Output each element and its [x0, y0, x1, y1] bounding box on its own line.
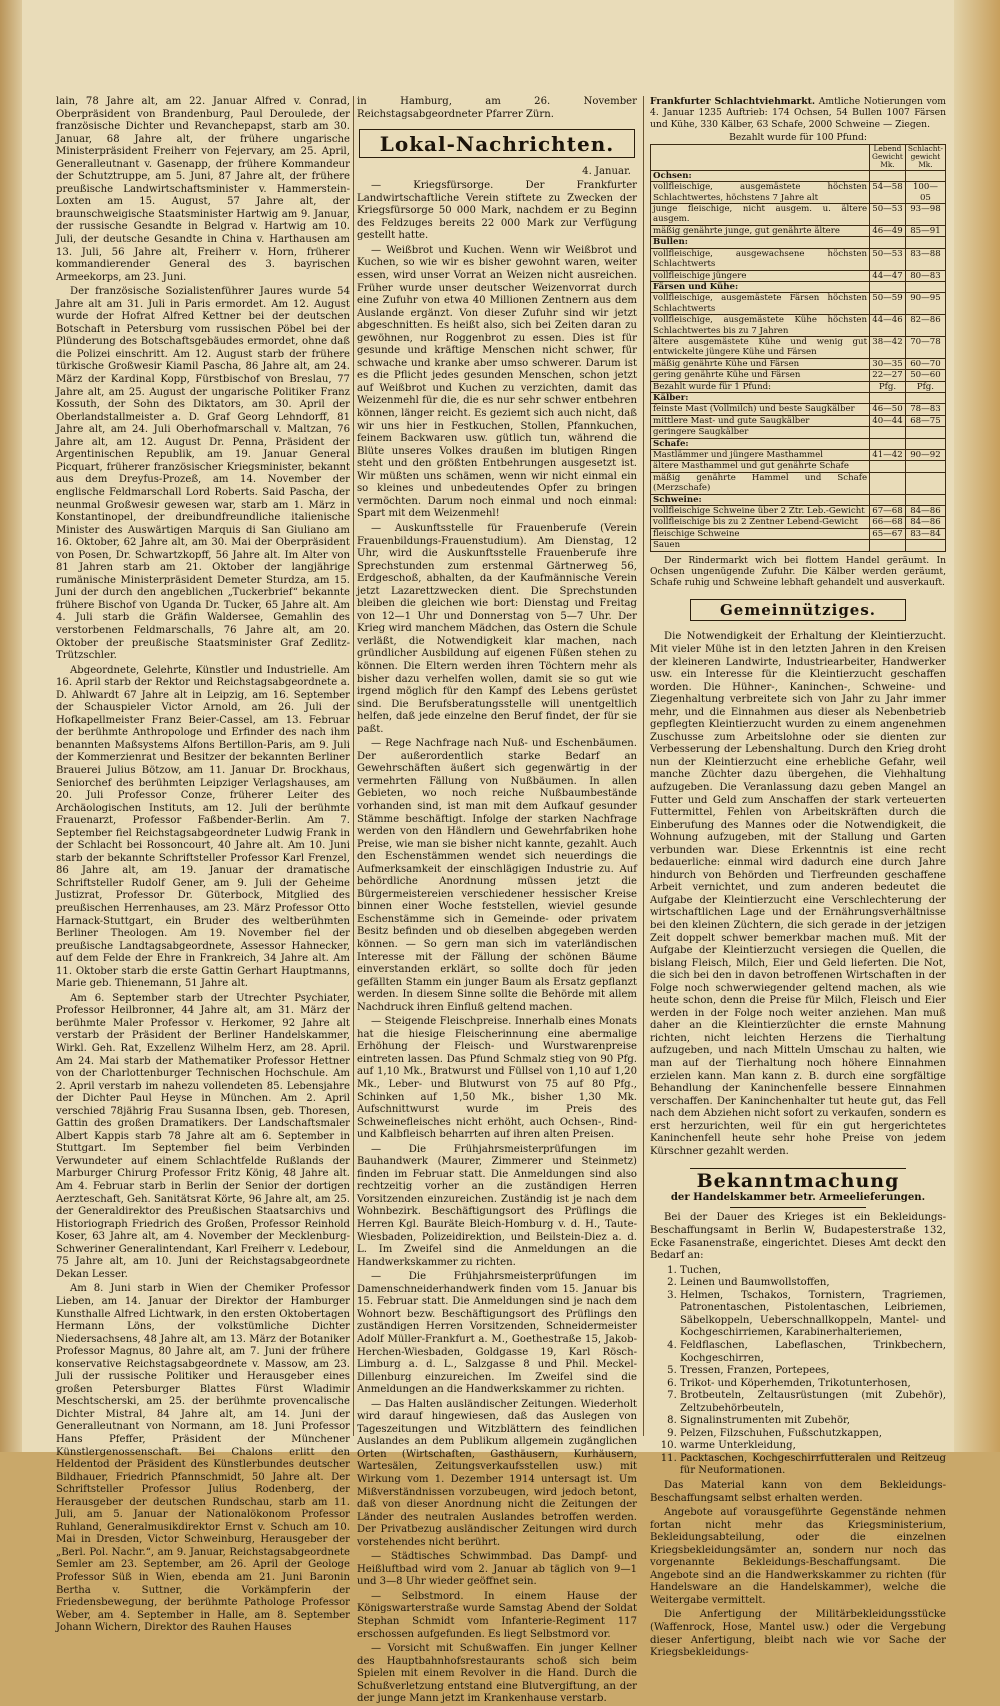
news-item: — Vorsicht mit Schußwaffen. Ein junger Kellner des Hauptbahnhofsrestaurants schoß sich beim Spielen mit einem Revolver in die Hand. Durch die Schußverletzung entstand eine Blutvergiftung, an der der junge Mann jetzt im Krankenhause verstarb.	[357, 1643, 637, 1705]
slaughter-weight-price: 93—98	[905, 204, 945, 226]
paragraph: lain, 78 Jahre alt, am 22. Januar Alfred v. Conrad, Oberpräsident von Brandenburg, Paul Deroulede, der französische Dichter und Revanchepapst, starb am 30. Januar, 68 Jahre alt, der frühere ungarische Ministerpräsident Freiherr von Fejervary, am 25. April, Generalleutnant v. Gasenapp, der frühere Kommandeur der Schutztruppe, am 5. Juni, 87 Jahre alt, der frühere preußische Landwirtschaftsminister v. Hammerstein-Loxten am 15. August, 57 Jahre alt, der braunschweigische Staatsminister Hartwig am 9. Januar, der russische Gesandte in Belgrad v. Hartwig am 10. Juli, der deutsche Gesandte in China v. Harthausen am 13. Juli, 56 Jahre alt, Freiherr v. Horn, früherer kommandierender General des 3. bayrischen Armeekorps, am 23. Juni.	[56, 96, 350, 283]
live-weight-price: 41—42	[870, 450, 906, 461]
row-label: vollfleischige bis zu 2 Zentner Lebend-Gewicht	[651, 517, 870, 528]
slaughter-weight-price: 85—91	[905, 225, 945, 236]
live-weight-price	[870, 281, 906, 292]
slaughter-weight-price: 78—83	[905, 404, 945, 415]
row-label: Bullen:	[651, 237, 870, 248]
slaughter-weight-price	[905, 438, 945, 449]
news-items	[357, 180, 637, 1706]
price-row	[651, 293, 946, 315]
price-row	[651, 225, 946, 236]
live-weight-price: Pfg.	[870, 381, 906, 392]
live-weight-price	[870, 540, 906, 551]
bek-item: 5. Tressen, Franzen, Portepees,	[680, 1365, 946, 1378]
news-item: — Selbstmord. In einem Hause der Königswarterstraße wurde Samstag Abend der Soldat Stephan Schmidt vom Infanterie-Regiment 117 erschossen aufgefunden. Es liegt Selbstmord vor.	[357, 1590, 637, 1640]
row-label: Färsen und Kühe:	[651, 281, 870, 292]
column-local-news	[357, 96, 637, 1705]
bek-item: 4. Feldflaschen, Labeflaschen, Trinkbechern, Kochgeschirren,	[680, 1340, 946, 1365]
row-label: vollfleischige, ausgemästete Kühe höchsten Schlachtwertes bis zu 7 Jahren	[651, 315, 870, 337]
price-row	[651, 358, 946, 369]
bek-intro: Bei der Dauer des Krieges ist ein Bekleidungs-Beschaffungsamt in Berlin W, Budapesterstraße 132, Ecke Fasanenstraße, eingerichtet. Dieses Amt deckt den Bedarf an:	[650, 1212, 946, 1262]
row-label: Ochsen:	[651, 170, 870, 181]
price-row	[651, 472, 946, 494]
live-weight-price: 50—53	[870, 248, 906, 270]
local-news-heading-box	[359, 129, 635, 158]
live-weight-price: 40—44	[870, 415, 906, 426]
live-weight-price	[870, 494, 906, 505]
slaughter-weight-price: 83—88	[905, 248, 945, 270]
slaughter-weight-price: Pfg.	[905, 381, 945, 392]
slaughter-weight-price	[905, 472, 945, 494]
news-item: — Kriegsfürsorge. Der Frankfurter Landwirtschaftliche Verein stiftete zu Zwecken der Kriegsfürsorge 50 000 Mark, nachdem er zu Beginn des Feldzuges bereits 22 000 Mark zur Verfügung gestellt hatte.	[357, 180, 637, 242]
row-label: mittlere Mast- und gute Saugkälber	[651, 415, 870, 426]
bek-item: 10. warme Unterkleidung,	[680, 1440, 946, 1453]
live-weight-price: 44—46	[870, 315, 906, 337]
live-weight-price: 38—42	[870, 336, 906, 358]
gem-heading-box	[690, 599, 906, 622]
live-weight-price	[870, 461, 906, 472]
price-row	[651, 528, 946, 539]
slaughter-weight-price: 100—05	[905, 182, 945, 204]
bek-item: 3. Helmen, Tschakos, Tornistern, Tragriemen, Patronentaschen, Pistolentaschen, Leibriemen, Säbelkoppeln, Ueberschnallkoppeln, Mantel- und Kochgeschirriemen, Karabinerhalteriemen,	[680, 1290, 946, 1340]
live-weight-price: 67—68	[870, 506, 906, 517]
row-label: Schweine:	[651, 494, 870, 505]
bek-item: 2. Leinen und Baumwollstoffen,	[680, 1277, 946, 1290]
bek-item: 6. Trikot- und Köperhemden, Trikotunterhosen,	[680, 1378, 946, 1391]
row-label: Schafe:	[651, 438, 870, 449]
live-weight-price: 50—53	[870, 204, 906, 226]
slaughter-weight-price	[905, 427, 945, 438]
price-row	[651, 381, 946, 392]
price-row	[651, 315, 946, 337]
paragraph: Der französische Sozialistenführer Jaures wurde 54 Jahre alt am 31. Juli in Paris ermordet. Am 12. August wurde der Hofrat Alfred Kettner bei der deutschen Botschaft in Petersburg vom russischen Pöbel bei der Plünderung des Botschaftsgebäudes ermordet, ohne daß die Polizei einschritt. Am 12. August starb der frühere türkische Großwesir Kiamil Pascha, 86 Jahre alt, am 24. März der Kardinal Kopp, Fürstbischof von Breslau, 77 Jahre alt, am 25. August der ungarische Politiker Franz Kossuth, der Sohn des Diktators, am 30. April der Oberlandstallmeister a. D. Graf Georg Lehndorff, 81 Jahre alt, am 24. Juli Oberhofmarschall v. Maltzan, 76 Jahre alt, am 12. August Dr. Penna, Präsident der Argentinischen Republik, am 19. Januar General Picquart, früherer französischer Kriegsminister, bekannt aus dem Dreyfus-Prozeß, am 14. November der englische Feldmarschall Lord Roberts. Said Pascha, der neunmal Großwesir gewesen war, starb am 1. März in Konstantinopel, der dreibundfreundliche italienische Minister des Auswärtigen Marquis di San Giuliano am 16. Oktober, 62 Jahre alt, am 30. Mai der Oberpräsident von Posen, Dr. Schwartzkopff, 56 Jahre alt. Im Alter von 81 Jahren starb am 21. Oktober der langjährige rumänische Ministerpräsident Demeter Sturdza, am 15. Juni der durch den angeblichen „Tuckerbrief“ bekannte frühere Bischof von Uganda Dr. Tucker, 65 Jahre alt. Am 4. Juli starb die Gräfin Waldersee, Gemahlin des verstorbenen Feldmarschalls, 76 Jahre alt, am 20. Oktober der preußische Staatsminister Graf Zedlitz-Trützschler.	[56, 286, 350, 662]
news-item: — Steigende Fleischpreise. Innerhalb eines Monats hat die hiesige Fleischerinnung eine abermalige Erhöhung der Fleisch- und Wurstwarenpreise eintreten lassen. Das Pfund Schmalz stieg von 90 Pfg. auf 1,10 Mk., Bratwurst und Füllsel von 1,10 auf 1,20 Mk., Leber- und Blutwurst von 75 auf 80 Pfg., Schinken auf 1,50 Mk., bisher 1,30 Mk. Aufschnittwurst wurde im Preis des Schweinefleisches nicht erhöht, auch Ochsen-, Rind- und Kalbfleisch beharrten auf ihren alten Preisen.	[357, 1016, 637, 1141]
category-row	[651, 438, 946, 449]
row-label: junge fleischige, nicht ausgem. u. ältere ausgem.	[651, 204, 870, 226]
live-weight-price: 46—50	[870, 404, 906, 415]
price-row	[651, 270, 946, 281]
bek-item-list	[650, 1265, 946, 1478]
news-item: — Das Halten ausländischer Zeitungen. Wiederholt wird darauf hingewiesen, daß das Auslegen von Tageszeitungen und Witzblättern des feindlichen Auslandes an dem Publikum allgemein zugänglichen Orten (Wirtschaften, Gasthäusern, Kurhäusern, Wartesälen, Zeitungsverkaufsstellen usw.) mit Wirkung vom 1. Dezember 1914 untersagt ist. Um Mißverständnissen vorzubeugen, wird jedoch betont, daß von dieser Anordnung nicht die Zeitungen der Länder des neutralen Auslandes betroffen werden. Der Privatbezug ausländischer Zeitungen wird durch vorstehendes nicht berührt.	[357, 1398, 637, 1548]
row-label: vollfleischige, ausgemästete höchsten Schlachtwertes, höchstens 7 Jahre alt	[651, 182, 870, 204]
price-row	[651, 517, 946, 528]
header-cell	[651, 144, 870, 170]
bek-paragraph: Angebote auf vorausgeführte Gegenstände nehmen fortan nicht mehr das Kriegsministerium, Bekleidungsabteilung, oder die einzelnen Kriegsbekleidungsämter an, sondern nur noch das vorgenannte Bekleidungs-Beschaffungsamt. Die Angebote sind an die Handwerkskammer zu richten (für Handelsware an die Handelskammer), welche die Weitergabe vermittelt.	[650, 1507, 946, 1606]
slaughter-weight-price: 90—95	[905, 293, 945, 315]
news-item: — Die Frühjahrsmeisterprüfungen im Damenschneiderhandwerk finden vom 15. Januar bis 15. Februar statt. Die Anmeldungen sind je nach dem Wohnort bezw. Beschäftigungsort des Prüflings den zuständigen Herren Vorsitzenden, Schneidermeister Adolf Müller-Frankfurt a. M., Goethestraße 15, Jakob-Herchen-Wiesbaden, Goldgasse 19, Karl Rösch-Limburg a. d. L., Salzgasse 8 und Phil. Meckel-Dillenburg einzureichen. Im Zweifel sind die Anmeldungen an die Handwerkskammer zu richten.	[357, 1271, 637, 1396]
news-item: — Die Frühjahrsmeisterprüfungen im Bauhandwerk (Maurer, Zimmerer und Steinmetz) finden im Februar statt. Die Anmeldungen sind also rechtzeitig vorher an die zuständigen Herren Vorsitzenden einzureichen. Zuständig ist je nach dem Wohnbezirk. Beschäftigungsort des Prüflings die Herren Kgl. Bauräte Bleich-Homburg v. d. H., Taute-Wiesbaden, Polizeidirektion, und Beilstein-Diez a. d. L. Im Zweifel sind die Anmeldungen an die Handwerkskammer zu richten.	[357, 1143, 637, 1268]
slaughter-weight-price: 80—83	[905, 270, 945, 281]
divider-line	[730, 1207, 866, 1208]
price-row	[651, 427, 946, 438]
price-row	[651, 506, 946, 517]
slaughter-weight-price	[905, 461, 945, 472]
live-weight-price	[870, 392, 906, 403]
row-label: vollfleischige Schweine über 2 Ztr. Leb.-Gewicht	[651, 506, 870, 517]
price-row	[651, 540, 946, 551]
price-row	[651, 461, 946, 472]
live-weight-price: 46—49	[870, 225, 906, 236]
row-label: vollfleischige jüngere	[651, 270, 870, 281]
row-label: geringere Saugkälber	[651, 427, 870, 438]
slaughter-weight-price: 50—60	[905, 370, 945, 381]
price-table	[650, 144, 946, 552]
row-label: mäßig genährte junge, gut genährte ältere	[651, 225, 870, 236]
slaughter-weight-price	[905, 237, 945, 248]
live-weight-price: 66—68	[870, 517, 906, 528]
row-label: vollfleischige, ausgemästete Färsen höchsten Schlachtwerts	[651, 293, 870, 315]
price-row	[651, 370, 946, 381]
row-label: Bezahlt wurde für 1 Pfund:	[651, 381, 870, 392]
news-item: — Auskunftsstelle für Frauenberufe (Verein Frauenbildungs-Frauenstudium). Am Dienstag, 12 Uhr, wird die Auskunftsstelle Frauenberufe ihre Sprechstunden zum erstenmal Gärtnerweg 56, Erdgeschoß, abhalten, da der Kaufmännische Verein jetzt Lazarettzwecken dient. Die Sprechstunden bleiben die gleichen wie bort: Dienstag und Freitag von 12—1 Uhr und Donnerstag von 5—7 Uhr. Der Krieg wird manchem Mädchen, das Ostern die Schule verläßt, die Notwendigkeit klar machen, nach gründlicher Ausbildung auf eigenen Füßen stehen zu können. Die Eltern werden ihren Töchtern mehr als bisher dazu verhelfen wollen, damit sie so gut wie irgend möglich für den Kampf des Lebens gerüstet sind. Die Berufsberatungsstelle will unentgeltlich helfen, daß jede einzelne den Beruf findet, der für sie paßt.	[357, 522, 637, 735]
price-row	[651, 415, 946, 426]
column-divider	[353, 96, 354, 1436]
date-line: 4. Januar.	[582, 165, 631, 177]
column-obituaries	[56, 96, 350, 1634]
live-weight-price	[870, 427, 906, 438]
category-row	[651, 237, 946, 248]
paragraph: Am 6. September starb der Utrechter Psychiater, Professor Heilbronner, 44 Jahre alt, am 31. März der berühmte Maler Professor v. Herkomer, 92 Jahre alt verstarb der Präsident der Berliner Handelskammer, Wirkl. Geh. Rat, Exzellenz Wilhelm Herz, am 28. April. Am 24. Mai starb der Mathematiker Professor Hettner von der Charlottenburger Technischen Hochschule. Am 2. April verstarb im nahezu vollendeten 85. Lebensjahre der Dichter Paul Heyse in München. Am 2. April verschied 78jährig Frau Susanna Ibsen, geb. Thoresen, Gattin des großen Dramatikers. Der Landschaftsmaler Albert Kappis starb 78 Jahre alt am 6. September in Stuttgart. Im September fiel beim Verbinden Verwundeter auf einem Schlachtfelde Rußlands der Marburger Chirurg Professor Fritz König, 48 Jahre alt. Am 4. Februar starb in Berlin der Senior der dortigen Aerzteschaft, Geh. Sanitätsrat Körte, 96 Jahre alt, am 25. der Generaldirektor des Preußischen Staatsarchivs und Historiograph Friedrich des Großen, Professor Reinhold Koser, 63 Jahre alt, am 4. November der Mecklenburg-Schweriner Generalintendant, Karl Freiherr v. Ledebour, 75 Jahre alt, am 10. Juni der Reichstagsabgeordnete Dekan Lesser.	[56, 992, 350, 1280]
price-row	[651, 182, 946, 204]
header-slaughter-weight: Schlacht- gewicht Mk.	[905, 144, 945, 170]
news-item: — Rege Nachfrage nach Nuß- und Eschenbäumen. Der außerordentlich starke Bedarf an Gewehrschäften äußert sich gegenwärtig in der vermehrten Fällung von Nußbäumen. In allen Gebieten, wo noch reiche Nußbaumbestände vorhanden sind, ist man mit dem Aufkauf gesunder Stämme beschäftigt. Infolge der starken Nachfrage werden von den Händlern und Gewehrfabriken hohe Preise, wie man sie bisher nicht kannte, gezahlt. Auch den Eschenstämmen wendet sich neuerdings die Aufmerksamkeit der einschlägigen Industrie zu. Auf behördliche Anordnung müssen jetzt die Bürgermeistereien verschiedener hessischer Kreise binnen einer Woche feststellen, wieviel gesunde Eschenstämme sich in Gemeinde- oder privatem Besitz befinden und ob dieselben abgegeben werden können. — So gern man sich im vaterländischen Interesse mit der Fällung der schönen Bäume einverstanden erklärt, so sollte doch für jeden gefällten Stamm ein junger Baum als Ersatz gepflanzt werden. In diesem Sinne sollte die Behörde mit allem Nachdruck ihren Einfluß geltend machen.	[357, 738, 637, 1013]
row-label: Mastlämmer und jüngere Masthammel	[651, 450, 870, 461]
live-weight-price: 22—27	[870, 370, 906, 381]
price-row	[651, 404, 946, 415]
row-label: feinste Mast (Vollmilch) und beste Saugkälber	[651, 404, 870, 415]
price-row	[651, 248, 946, 270]
bek-subtitle: der Handelskammer betr. Armeelieferungen.	[670, 1191, 926, 1203]
slaughter-weight-price: 70—78	[905, 336, 945, 358]
price-row	[651, 336, 946, 358]
bek-item: 8. Signalinstrumenten mit Zubehör,	[680, 1415, 946, 1428]
live-weight-price: 44—47	[870, 270, 906, 281]
live-weight-price	[870, 237, 906, 248]
row-label: gering genährte Kühe und Färsen	[651, 370, 870, 381]
bek-item: 1. Tuchen,	[680, 1265, 946, 1278]
live-weight-price: 30—35	[870, 358, 906, 369]
slaughter-weight-price	[905, 494, 945, 505]
price-row	[651, 450, 946, 461]
news-item: — Städtisches Schwimmbad. Das Dampf- und Heißluftbad wird vom 2. Januar ab täglich von 9—1 und 3—8 Uhr wieder geöffnet sein.	[357, 1551, 637, 1588]
live-weight-price	[870, 438, 906, 449]
gem-title: Gemeinnütziges.	[719, 600, 877, 619]
row-label: Kälber:	[651, 392, 870, 403]
live-weight-price	[870, 170, 906, 181]
category-row	[651, 170, 946, 181]
news-item: — Weißbrot und Kuchen. Wenn wir Weißbrot und Kuchen, so wie wir es bisher gewohnt waren, weiter essen, wird unser Vorrat an Weizen nicht ausreichen. Früher wurde unser deutscher Weizenvorrat durch eine Zufuhr von etwa 40 Millionen Zentnern aus dem Auslande ergänzt. Von dieser Zufuhr sind wir jetzt abgeschnitten. Es heißt also, sich bei Zeiten daran zu gewöhnen, nur Roggenbrot zu essen. Dies ist für gesunde und kräftige Menschen nicht schwer, für schwache und kranke aber umso schwerer. Darum ist es die Pflicht jedes gesunden Menschen, schon jetzt auf Weißbrot und Kuchen zu verzichten, damit das Weizenmehl für die, die es nur sehr schwer entbehren können, länger reicht. Es geziemt sich auch nicht, daß wir uns hier in Festkuchen, Stollen, Pfannkuchen, feinem Backwaren usw. gütlich tun, während die Blüte unseres Volkes draußen im blutigen Ringen steht und den größten Entbehrungen ausgesetzt ist. Wir müßten uns schämen, wenn wir nicht einmal ein so kleines und unbedeutendes Opfer zu bringen vermöchten. Darum noch einmal und noch einmal: Spart mit dem Weizenmehl!	[357, 244, 637, 520]
section-title: Lokal-Nachrichten.	[379, 132, 615, 157]
slaughter-weight-price	[905, 392, 945, 403]
price-row	[651, 204, 946, 226]
slaughter-weight-price	[905, 281, 945, 292]
paragraph: Abgeordnete, Gelehrte, Künstler und Industrielle. Am 16. April starb der Rektor und Reichstagsabgeordnete a. D. Ahlwardt 67 Jahre alt in Leipzig, am 16. September der Schauspieler Victor Arnold, am 26. Juli der Hofkapellmeister Franz Beier-Cassel, am 13. Februar der berühmte Anthropologe und Erfinder des nach ihm benannten Maßsystems Alfons Bertillon-Paris, am 9. Juli der Kommerzienrat und Besitzer der bekannten Berliner Brauerei Julius Bötzow, am 11. Januar Dr. Brockhaus, Seniorchef des berühmten Leipziger Verlagshauses, am 20. Juli Professor Conze, früherer Leiter des Archäologischen Instituts, am 12. Juli der berühmte Frauenarzt, Professor Faßbender-Berlin. Am 7. September fiel Reichstagsabgeordneter Ludwig Frank in der Schlacht bei Rossoncourt, 40 Jahre alt. Am 10. Juni starb der bekannte Schriftsteller Professor Karl Frenzel, 86 Jahre alt, am 19. Januar der dramatische Schriftsteller Rudolf Gener, am 9. Juli der Geheime Justizrat, Professor Dr. Güterbock, Mitglied des preußischen Herrenhauses, am 23. März Professor Otto Harnack-Stuttgart, ein Bruder des weltberühmten Berliner Theologen. Am 19. November fiel der preußische Landtagsabgeordnete, Assessor Hahnecker, auf dem Felde der Ehre in Frankreich, 34 Jahre alt. Am 11. Oktober starb die erste Gattin Gerhart Hauptmanns, Marie geb. Thienemann, 51 Jahre alt.	[56, 664, 350, 990]
slaughter-weight-price	[905, 540, 945, 551]
row-label: ältere Masthammel und gut genährte Schafe	[651, 461, 870, 472]
row-label: mäßig genährte Hammel und Schafe (Merzschafe)	[651, 472, 870, 494]
row-label: fleischige Schweine	[651, 528, 870, 539]
market-intro	[650, 96, 946, 130]
column-divider	[643, 96, 644, 1436]
gem-paragraph: Die Notwendigkeit der Erhaltung der Kleintierzucht. Mit vieler Mühe ist in den letzten Jahren in den Kreisen der kleineren Landwirte, Industriearbeiter, Handwerker usw. ein Interesse für die Kleintierzucht geschaffen worden. Die Hühner-, Kaninchen-, Schweine- und Ziegenhaltung verbreitete sich von Jahr zu Jahr immer mehr, und die Einnahmen aus dieser als Nebenbetrieb gepflegten Kleintierzucht wurden zu einem angenehmen Zuschusse zum Arbeitslohne oder sie dienten zur Verbesserung der Lebenshaltung. Durch den Krieg droht nun der Kleintierzucht eine erhebliche Gefahr, weil manche Züchter dazu übergehen, die Viehhaltung aufzugeben. Die Veranlassung dazu geben Mangel an Futter und Geld zum Anschaffen der stark verteuerten Futtermittel, Fehlen von Arbeitskräften durch die Einberufung des Mannes oder die Notwendigkeit, die Wohnung aufzugeben, mit der Stallung und Garten verbunden war. Diese Erkenntnis ist eine recht bedauerliche: einmal wird dadurch eine durch Jahre hindurch von Behörden und Tierfreunden geschaffene Arbeit vernichtet, und zum anderen bedeutet die Aufgabe der Kleintierzucht eine Verschlechterung der wirtschaftlichen Lage und der Ernährungsverhältnisse bei den kleinen Züchtern, die sich gerade in der jetzigen Zeit doppelt schwer bemerkbar machen muß. Mit der Aufgabe der Kleintierzucht versiegen die Quellen, die bislang Fleisch, Milch, Eier und Geld lieferten. Die Not, die sich bei den in davon betroffenen Wirtschaften in der Folge noch schwerwiegender geltend machen, als wie heute schon, denn die Preise für Milch, Fleisch und Eier werden in der Folge noch weiter anziehen. Man muß daher an die Kleintierzüchter die ernste Mahnung richten, nicht leichten Herzens die Tierhaltung aufzugeben, und nach Mitteln Umschau zu halten, wie man auf der Tierhaltung noch höhere Einnahmen erzielen kann. Man kann z. B. durch eine sorgfältige Behandlung der Kaninchenfelle bessere Einnahmen verschaffen. Der Kaninchenhalter tut heute gut, das Fell nach dem Abziehen nicht sofort zu verkaufen, sondern es erst herzurichten, weil für ein gut hergerichtetes Kaninchenfell heute sehr hohe Preise von jedem Kürschner gezahlt werden.	[650, 631, 946, 1157]
column-market-notices	[650, 96, 946, 1659]
row-label: Sauen	[651, 540, 870, 551]
row-label: vollfleischige, ausgewachsene höchsten Schlachtwerts	[651, 248, 870, 270]
slaughter-weight-price: 82—86	[905, 315, 945, 337]
intro-line: in Hamburg, am 26. November Reichstagsabgeordneter Pfarrer Zürn.	[357, 96, 637, 120]
slaughter-weight-price: 60—70	[905, 358, 945, 369]
market-text: Amtliche Notierungen vom 4. Januar 1235 Auftrieb: 174 Ochsen, 54 Bullen 1007 Färsen und Kühe, 330 Kälber, 63 Schafe, 2000 Schweine — Ziegen.	[650, 96, 946, 130]
slaughter-weight-price: 84—86	[905, 517, 945, 528]
bek-paragraph: Das Material kann von dem Bekleidungs-Beschaffungsamt selbst erhalten werden.	[650, 1479, 946, 1504]
category-row	[651, 281, 946, 292]
category-row	[651, 494, 946, 505]
live-weight-price: 65—67	[870, 528, 906, 539]
slaughter-weight-price: 68—75	[905, 415, 945, 426]
slaughter-weight-price: 83—84	[905, 528, 945, 539]
divider-line	[690, 1168, 906, 1169]
slaughter-weight-price: 84—86	[905, 506, 945, 517]
market-title: Frankfurter Schlachtviehmarkt.	[650, 96, 816, 107]
slaughter-weight-price: 90—92	[905, 450, 945, 461]
bek-item: 9. Pelzen, Filzschuhen, Fußschutzkappen,	[680, 1428, 946, 1441]
live-weight-price: 54—58	[870, 182, 906, 204]
row-label: ältere ausgemästete Kühe und wenig gut entwickelte jüngere Kühe und Färsen	[651, 336, 870, 358]
market-note: Der Rindermarkt wich bei flottem Handel geräumt. In Ochsen ungenügende Zufuhr. Die Kälber werden geräumt, Schafe ruhig und Schweine lebhaft gehandelt und ausverkauft.	[650, 554, 946, 589]
header-live-weight: Lebend Gewicht Mk.	[870, 144, 906, 170]
live-weight-price	[870, 472, 906, 494]
bek-paragraph: Die Anfertigung der Militärbekleidungsstücke (Waffenrock, Hose, Mantel usw.) oder die Vergebung dieser Anfertigung, bleibt nach wie vor Sache der Kriegsbekleidungs-	[650, 1609, 946, 1659]
table-header-row	[651, 144, 946, 170]
bek-item: 11. Packtaschen, Kochgeschirrfutteralen und Reitzeug für Neuformationen.	[680, 1453, 946, 1478]
table-caption: Bezahlt wurde für 100 Pfund:	[729, 132, 867, 144]
bek-item: 7. Brotbeuteln, Zeltausrüstungen (mit Zubehör), Zeltzubehörbeuteln,	[680, 1390, 946, 1415]
paragraph: Am 8. Juni starb in Wien der Chemiker Professor Lieben, am 14. Januar der Direktor der Hamburger Kunsthalle Alfred Lichtwark, in den ersten Oktobertagen Hermann Löns, der volkstümliche Dichter Niedersachsens, 48 Jahre alt, am 13. März der Botaniker Professor Magnus, 80 Jahre alt, am 7. Juni der frühere konservative Reichstagsabgeordnete v. Massow, am 23. Juli der russische Politiker und Herausgeber eines großen Petersburger Blattes Fürst Wladimir Meschtscherski, am 25. der berühmte provencalische Dichter Mistral, 84 Jahre alt, am 14. Juni der Generalleutnant von Normann, am 18. Juni Professor Hans Pfeffer, Präsident der Münchener Künstlergenossenschaft. Bei Chalons erlitt den Heldentod der Präsident des Künstlerbundes deutscher Bildhauer, Friedrich Pfannschmidt, 50 Jahre alt. Der Schriftsteller Professor Julius Rodenberg, der Herausgeber der deutschen Rundschau, starb am 11. Juli, am 5. Januar der Nationalökonom Professor Ruhland, Generalmusikdirektor Ernst v. Schuch am 10. Mai in Dresden, Victor Schweinburg, Herausgeber der „Berl. Pol. Nachr.“, am 9. Januar, Reichstagsabgeordnete Semler am 23. September, am 26. April der Geologe Professor Süß in Wien, ebenda am 21. Juni Baronin Bertha v. Suttner, die Vorkämpferin der Friedensbewegung, der berühmte Pathologe Professor Weber, am 4. September in Halle, am 8. September Johann Wichern, Direktor des Rauhen Hauses	[56, 1283, 350, 1634]
live-weight-price: 50—59	[870, 293, 906, 315]
slaughter-weight-price	[905, 170, 945, 181]
row-label: mäßig genährte Kühe und Färsen	[651, 358, 870, 369]
bek-title: Bekanntmachung	[696, 1170, 900, 1193]
category-row	[651, 392, 946, 403]
